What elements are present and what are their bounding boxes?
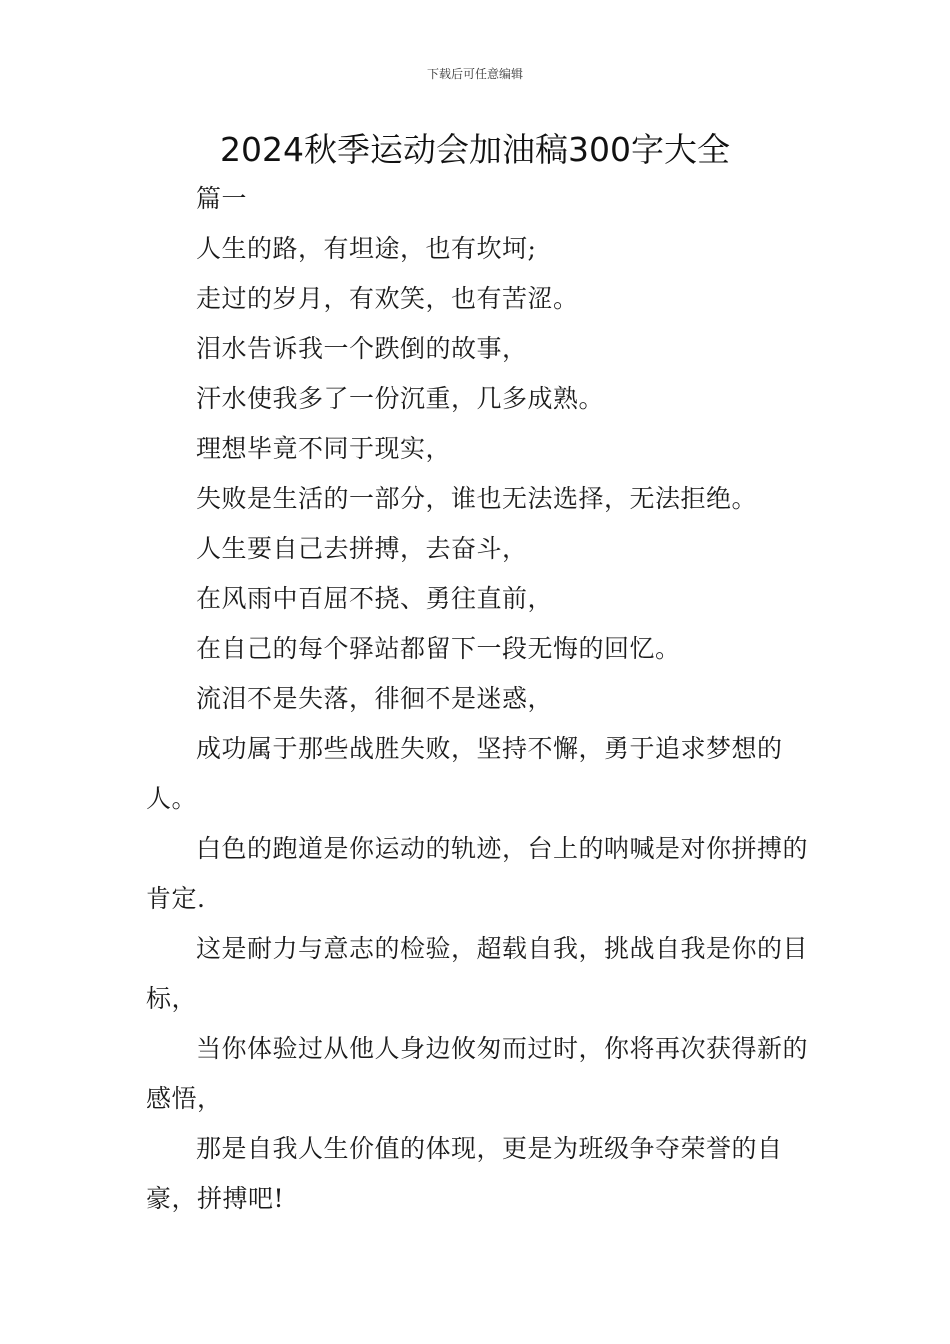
paragraph: 泪水告诉我一个跌倒的故事， (196, 334, 528, 363)
page-title: 2024秋季运动会加油稿300字大全 (220, 130, 730, 169)
paragraph: 理想毕竟不同于现实， (196, 434, 452, 463)
paragraph: 汗水使我多了一份沉重，几多成熟。 (196, 384, 605, 413)
paragraph: 那是自我人生价值的体现，更是为班级争夺荣誉的自豪，拼搏吧! (146, 1134, 783, 1213)
paragraph: 当你体验过从他人身边攸匆而过时，你将再次获得新的感悟， (146, 1034, 809, 1113)
paragraph: 篇一 (196, 184, 248, 213)
document-body (146, 174, 808, 1224)
paragraph: 在风雨中百屈不挠、勇往直前， (196, 584, 554, 613)
paragraph: 失败是生活的一部分，谁也无法选择，无法拒绝。 (196, 484, 758, 513)
paragraph: 人生要自己去拼搏，去奋斗， (196, 534, 528, 563)
paragraph: 流泪不是失落，徘徊不是迷惑， (196, 684, 554, 713)
paragraph: 白色的跑道是你运动的轨迹，台上的呐喊是对你拼搏的肯定. (146, 834, 809, 913)
paragraph: 这是耐力与意志的检验，超载自我，挑战自我是你的目标， (146, 934, 809, 1013)
paragraph: 在自己的每个驿站都留下一段无悔的回忆。 (196, 634, 681, 663)
paragraph: 走过的岁月，有欢笑，也有苦涩。 (196, 284, 579, 313)
paragraph: 成功属于那些战胜失败，坚持不懈，勇于追求梦想的人。 (146, 734, 783, 813)
header-note: 下载后可任意编辑 (426, 67, 523, 81)
paragraph: 人生的路，有坦途，也有坎坷; (196, 234, 537, 263)
